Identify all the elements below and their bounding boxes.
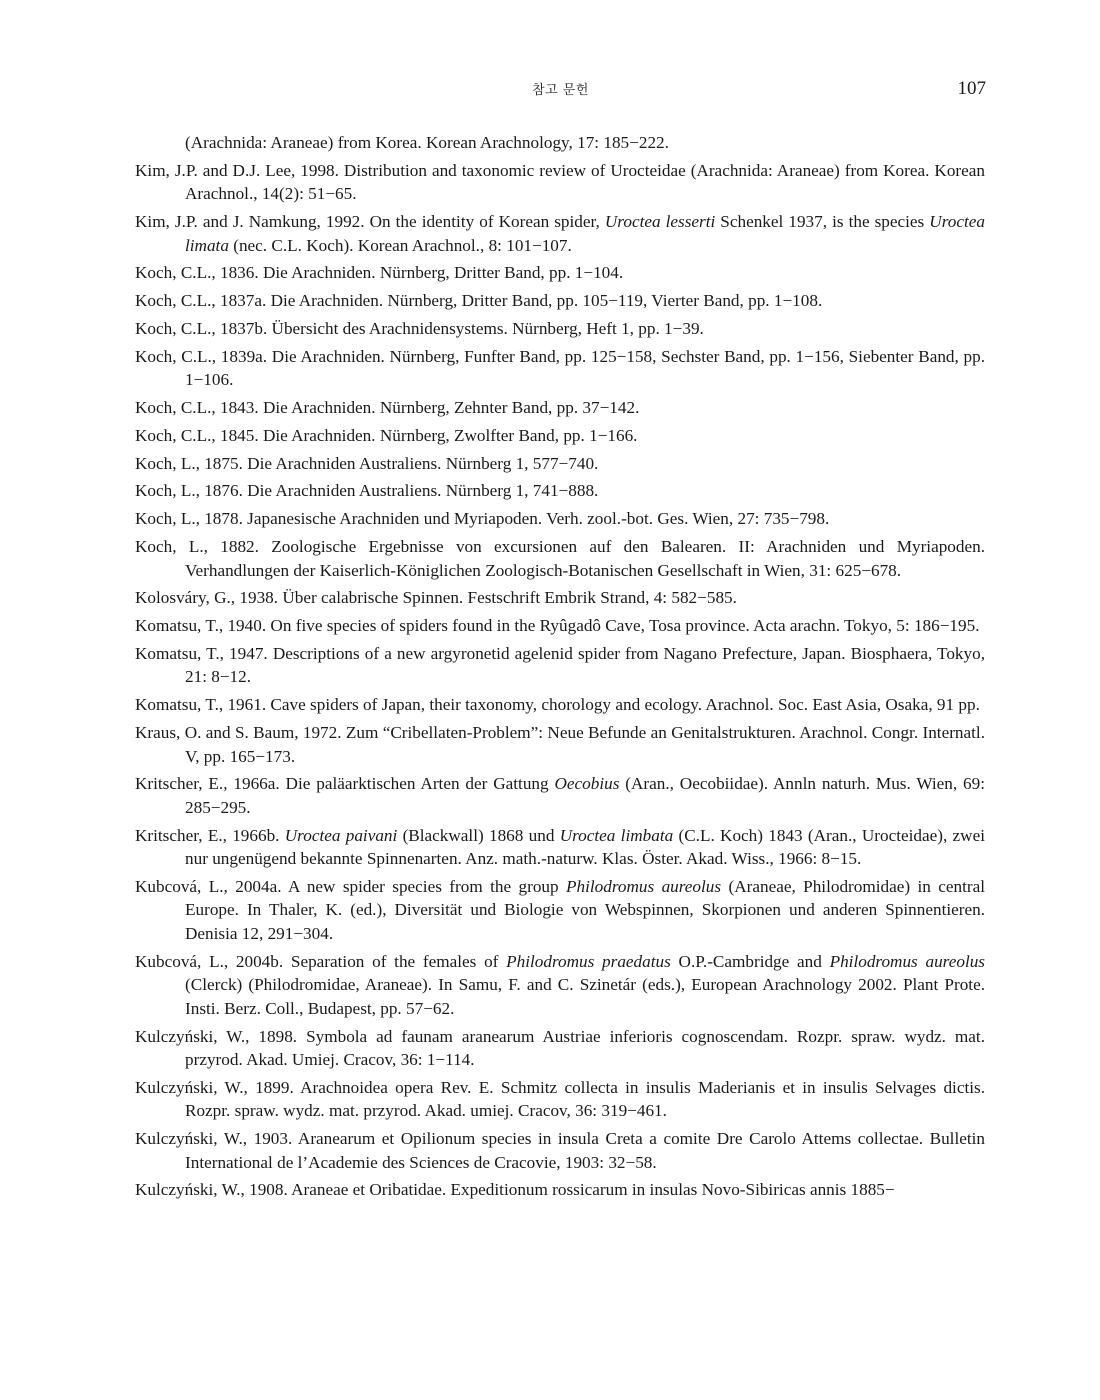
reference-entry [135, 1178, 985, 1202]
reference-text: Kraus, O. and S. Baum, 1972. Zum “Cribellaten-Problem”: Neue Befunde an Genitalstrukturen. Arachnol. Congr. Internatl. V, pp. 165−173. [135, 723, 985, 766]
reference-entry [135, 507, 985, 531]
reference-entry [135, 1127, 985, 1174]
reference-text: (Blackwall) 1868 und [397, 825, 560, 845]
reference-text: Kulczyński, W., 1899. Arachnoidea opera Rev. E. Schmitz collecta in insulis Maderianis et in insulis Selvages dictis. Rozpr. spraw. wydz. mat. przyrod. Akad. umiej. Cracov, 36: 319−461. [135, 1077, 985, 1121]
reference-taxon-italic: Philodromus aureolus [566, 876, 722, 896]
reference-text: Kulczyński, W., 1903. Aranearum et Opilionum species in insula Creta a comite Dre Carolo Attems collectae. Bulletin International de l’Academie des Sciences de Cracovie, 1903: 32−58. [135, 1129, 985, 1172]
reference-entry [135, 345, 985, 392]
reference-entry [135, 317, 985, 341]
reference-text: (Arachnida: Araneae) from Korea. Korean Arachnology, 17: 185−222. [185, 133, 669, 152]
reference-text: Kulczyński, W., 1908. Araneae et Oribatidae. Expeditionum rossicarum in insulas Novo-Sibiricas annis 1885− [135, 1180, 895, 1200]
reference-entry [135, 824, 985, 871]
reference-entry [135, 1076, 985, 1123]
reference-text: Koch, C.L., 1837a. Die Arachniden. Nürnberg, Dritter Band, pp. 105−119, Vierter Band, pp. 1−108. [135, 291, 823, 311]
reference-text: Koch, C.L., 1843. Die Arachniden. Nürnberg, Zehnter Band, pp. 37−142. [135, 398, 640, 418]
reference-text: Kritscher, E., 1966b. [135, 825, 285, 845]
reference-entry [135, 642, 985, 689]
reference-entry [135, 535, 985, 582]
page-header [135, 76, 986, 106]
reference-list [135, 131, 985, 1206]
reference-entry [135, 693, 985, 717]
reference-entry [135, 289, 985, 313]
reference-text: Koch, C.L., 1836. Die Arachniden. Nürnberg, Dritter Band, pp. 1−104. [135, 263, 624, 283]
reference-entry [135, 396, 985, 420]
reference-text: Kubcová, L., 2004b. Separation of the females of [135, 951, 507, 971]
reference-text: Schenkel 1937, is the species [715, 212, 930, 232]
reference-text: Kulczyński, W., 1898. Symbola ad faunam aranearum Austriae inferioris cognoscendam. Rozpr. spraw. wydz. mat. przyrod. Akad. Umiej. Cracov, 36: 1−114. [135, 1026, 985, 1070]
reference-text: Koch, C.L., 1837b. Übersicht des Arachnidensystems. Nürnberg, Heft 1, pp. 1−39. [135, 318, 704, 338]
reference-entry [135, 1025, 985, 1072]
reference-entry [135, 424, 985, 448]
reference-entry [135, 772, 985, 819]
page-number: 107 [957, 78, 986, 99]
reference-entry [135, 131, 985, 155]
reference-entry [135, 875, 985, 946]
reference-entry [135, 210, 985, 257]
running-header-title: 참고 문헌 [532, 83, 589, 98]
reference-text: Kim, J.P. and J. Namkung, 1992. On the identity of Korean spider, [135, 212, 605, 232]
reference-taxon-italic: Oecobius [554, 774, 620, 794]
reference-text: Koch, L., 1882. Zoologische Ergebnisse von excursionen auf den Balearen. II: Arachniden und Myriapoden. Verhandlungen der Kaiserlich-Königlichen Zoologisch-Botanischen Gesellschaft in Wien, 31: 625−678. [135, 537, 985, 580]
reference-taxon-italic: Uroctea lesserti [604, 212, 716, 232]
reference-text: (Clerck) (Philodromidae, Araneae). In Samu, F. and C. Szinetár (eds.), European Arachnology 2002. Plant Prote. Insti. Berz. Coll., Budapest, pp. 57−62. [185, 975, 985, 1018]
reference-text: Kolosváry, G., 1938. Über calabrische Spinnen. Festschrift Embrik Strand, 4: 582−585. [135, 588, 737, 608]
reference-text: Koch, L., 1878. Japanesische Arachniden und Myriapoden. Verh. zool.-bot. Ges. Wien, 27: 735−798. [135, 509, 830, 529]
reference-entry [135, 452, 985, 476]
reference-text: (nec. C.L. Koch). Korean Arachnol., 8: 101−107. [228, 235, 572, 255]
reference-text: (C.L. Koch) 1843 (Aran., Urocteidae), zwei nur ungenügend bekannte Spinnenarten. Anz. math.-naturw. Klas. Öster. Akad. Wiss., 1966: 8−15. [185, 825, 985, 869]
reference-text: Koch, L., 1876. Die Arachniden Australiens. Nürnberg 1, 741−888. [135, 481, 599, 501]
reference-text: Komatsu, T., 1940. On five species of spiders found in the Ryûgadô Cave, Tosa province. Acta arachn. Tokyo, 5: 186−195. [135, 616, 980, 636]
reference-text: O.P.-Cambridge and [670, 951, 830, 971]
reference-text: Kritscher, E., 1966a. Die paläarktischen Arten der Gattung [135, 774, 555, 794]
reference-text: (Araneae, Philodromidae) in central Europe. In Thaler, K. (ed.), Diversität und Biologie von Webspinnen, Skorpionen und anderen Spinnentieren. Denisia 12, 291−304. [185, 876, 985, 943]
reference-taxon-italic: Uroctea limbata [559, 825, 674, 845]
reference-text: Koch, C.L., 1845. Die Arachniden. Nürnberg, Zwolfter Band, pp. 1−166. [135, 425, 638, 445]
reference-taxon-italic: Philodromus aureolus [829, 951, 985, 971]
reference-text: Kim, J.P. and D.J. Lee, 1998. Distribution and taxonomic review of Urocteidae (Arachnida: Araneae) from Korea. Korean Arachnol., 14(2): 51−65. [135, 160, 985, 204]
reference-text: (Aran., Oecobiidae). Annln naturh. Mus. Wien, 69: 285−295. [185, 774, 985, 817]
reference-text: Koch, L., 1875. Die Arachniden Australiens. Nürnberg 1, 577−740. [135, 453, 599, 473]
reference-entry [135, 614, 985, 638]
reference-text: Komatsu, T., 1961. Cave spiders of Japan, their taxonomy, chorology and ecology. Arachnol. Soc. East Asia, Osaka, 91 pp. [135, 695, 980, 715]
reference-entry [135, 721, 985, 768]
reference-taxon-italic: Uroctea limata [185, 212, 985, 255]
reference-entry [135, 479, 985, 503]
reference-entry [135, 159, 985, 206]
reference-taxon-italic: Philodromus praedatus [506, 951, 671, 971]
reference-text: Kubcová, L., 2004a. A new spider species from the group [135, 876, 566, 896]
reference-entry [135, 261, 985, 285]
reference-taxon-italic: Uroctea paivani [284, 825, 398, 845]
reference-entry [135, 586, 985, 610]
reference-text: Komatsu, T., 1947. Descriptions of a new argyronetid agelenid spider from Nagano Prefecture, Japan. Biosphaera, Tokyo, 21: 8−12. [135, 643, 985, 687]
reference-text: Koch, C.L., 1839a. Die Arachniden. Nürnberg, Funfter Band, pp. 125−158, Sechster Band, pp. 1−156, Siebenter Band, pp. 1−106. [135, 346, 985, 390]
reference-entry [135, 950, 985, 1021]
